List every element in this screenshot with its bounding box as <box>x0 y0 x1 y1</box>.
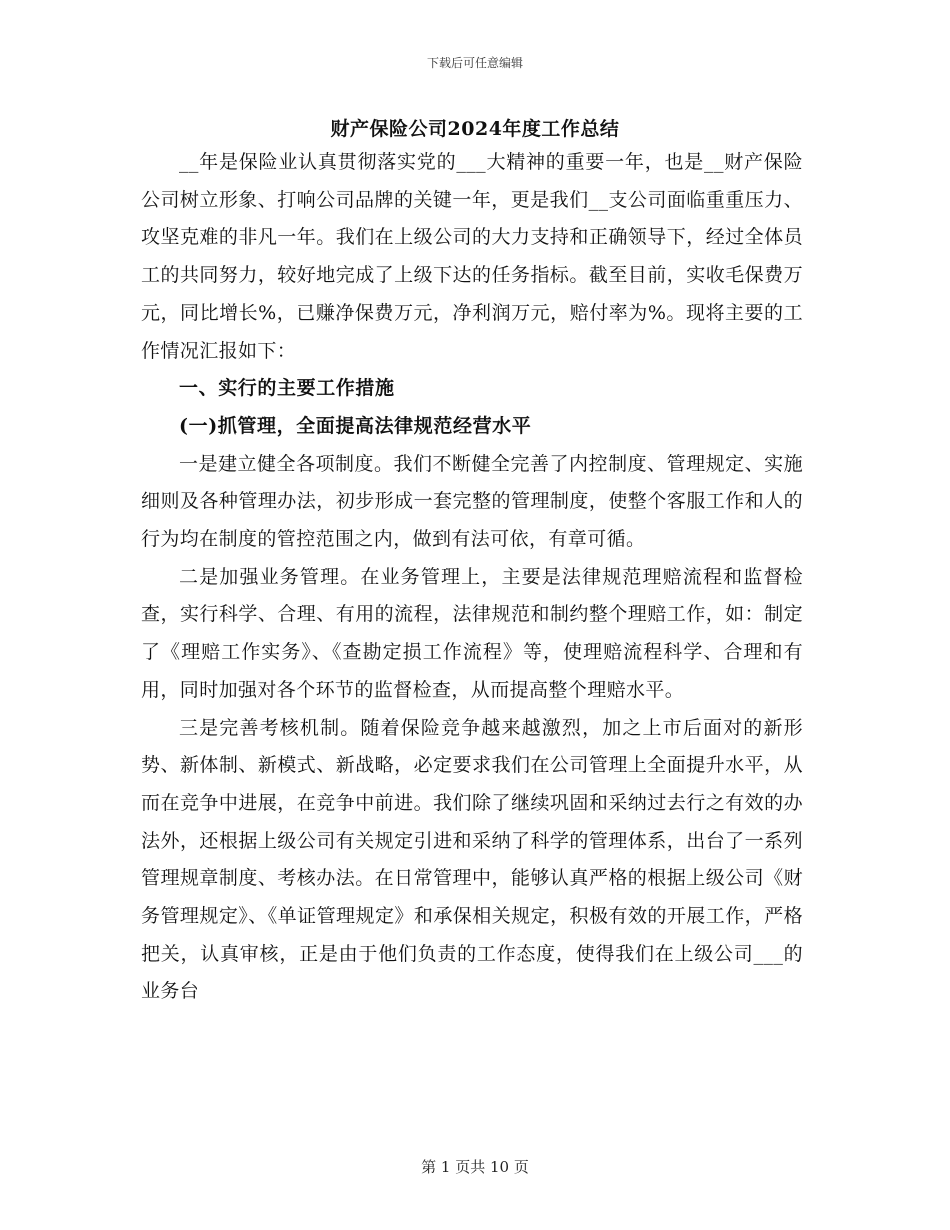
document-body <box>141 144 803 1011</box>
paragraph-3: 三是完善考核机制。随着保险竞争越来越激烈，加之上市后面对的新形势、新体制、新模式、新战略，必定要求我们在公司管理上全面提升水平，从而在竞争中进展，在竞争中前进。我们除了继续巩固和采纳过去行之有效的办法外，还根据上级公司有关规定引进和采纳了科学的管理体系，出台了一系列管理规章制度、考核办法。在日常管理中，能够认真严格的根据上级公司《财务管理规定》、《单证管理规定》和承保相关规定，积极有效的开展工作，严格把关，认真审核，正是由于他们负责的工作态度，使得我们在上级公司___的业务台 <box>141 716 803 1003</box>
section-heading: 一、实行的主要工作措施 <box>179 377 395 400</box>
page-header: 下载后可任意编辑 <box>426 56 523 70</box>
document-title: 财产保险公司2024年度工作总结 <box>330 118 620 140</box>
intro-paragraph: __年是保险业认真贯彻落实党的___大精神的重要一年，也是__财产保险公司树立形象、打响公司品牌的关键一年，更是我们__支公司面临重重压力、攻坚克难的非凡一年。我们在上级公司的大力支持和正确领导下，经过全体员工的共同努力，较好地完成了上级下达的任务指标。截至目前，实收毛保费万元，同比增长%，已赚净保费万元，净利润万元，赔付率为%。现将主要的工作情况汇报如下： <box>141 151 803 362</box>
paragraph-1: 一是建立健全各项制度。我们不断健全完善了内控制度、管理规定、实施细则及各种管理办法，初步形成一套完整的管理制度，使整个客服工作和人的行为均在制度的管控范围之内，做到有法可依，有章可循。 <box>141 452 803 551</box>
subsection-heading: (一)抓管理，全面提高法律规范经营水平 <box>179 414 532 437</box>
page-footer: 第 1 页共 10 页 <box>421 1158 529 1176</box>
paragraph-2: 二是加强业务管理。在业务管理上，主要是法律规范理赔流程和监督检查，实行科学、合理、有用的流程，法律规范和制约整个理赔工作，如：制定了《理赔工作实务》、《查勘定损工作流程》等，使理赔流程科学、合理和有用，同时加强对各个环节的监督检查，从而提高整个理赔水平。 <box>141 565 803 701</box>
